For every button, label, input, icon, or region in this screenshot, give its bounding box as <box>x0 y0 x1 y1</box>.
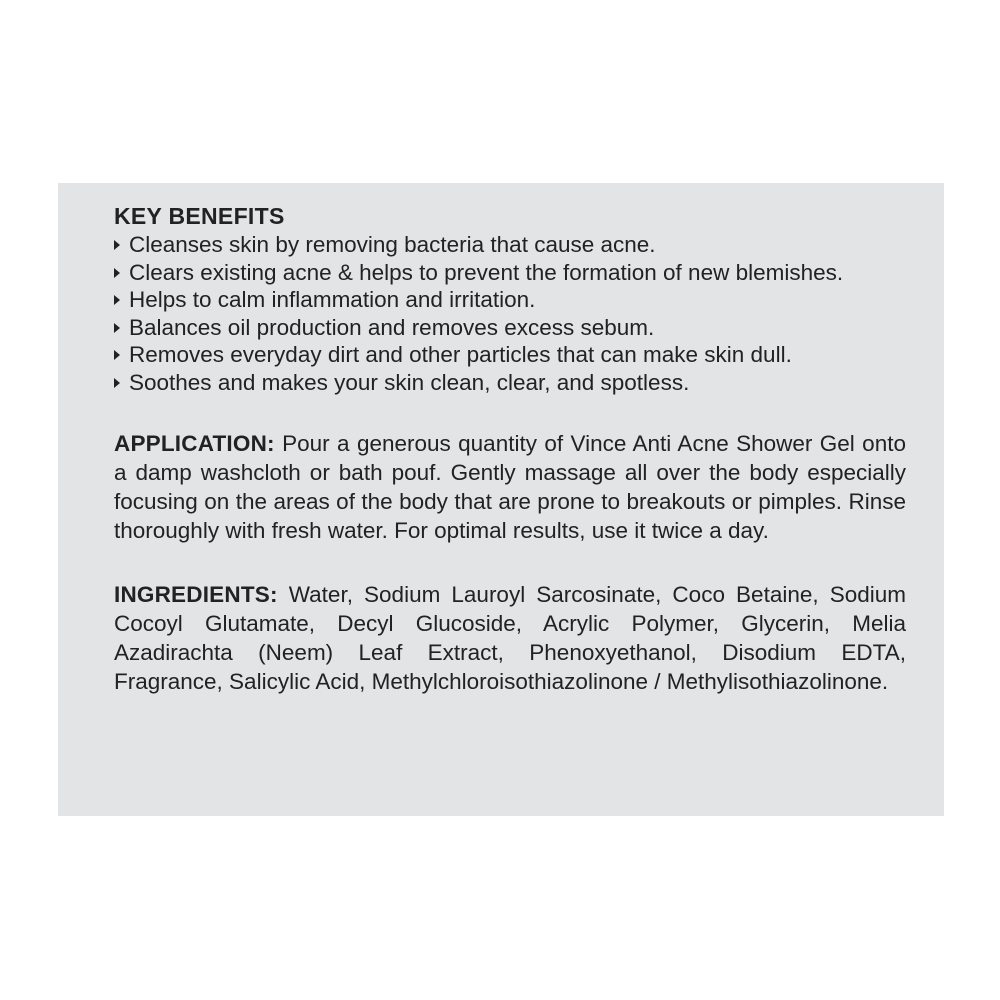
benefit-item <box>114 341 906 369</box>
ingredients-text: Water, Sodium Lauroyl Sarcosinate, Coco Betaine, Sodium Cocoyl Glutamate, Decyl Glucoside, Acrylic Polymer, Glycerin, Melia Azadirachta (Neem) Leaf Extract, Phenoxyethanol, Disodium EDTA, Fragrance, Salicylic Acid, Methylchloroisothiazolinone / Methylisothiazolinone. <box>114 582 906 694</box>
ingredients-label: INGREDIENTS: <box>114 582 278 607</box>
bullet-arrow-icon <box>114 268 120 278</box>
bullet-arrow-icon <box>114 350 120 360</box>
benefit-item <box>114 231 906 259</box>
bullet-arrow-icon <box>114 295 120 305</box>
application-paragraph <box>114 429 906 545</box>
benefit-item <box>114 286 906 314</box>
key-benefits-list <box>114 231 906 396</box>
benefit-item <box>114 369 906 397</box>
benefit-text: Balances oil production and removes excess sebum. <box>129 314 655 340</box>
benefit-text: Cleanses skin by removing bacteria that cause acne. <box>129 232 656 257</box>
benefit-item <box>114 314 906 342</box>
key-benefits-heading: KEY BENEFITS <box>114 203 285 229</box>
benefit-item <box>114 259 906 287</box>
application-label: APPLICATION: <box>114 431 275 456</box>
bullet-arrow-icon <box>114 378 120 388</box>
application-text: Pour a generous quantity of Vince Anti Acne Shower Gel onto a damp washcloth or bath pouf. Gently massage all over the body especially focusing on the areas of the body that are prone to breakouts or pimples. Rinse thoroughly with fresh water. For optimal results, use it twice a day. <box>114 431 906 543</box>
benefit-text: Removes everyday dirt and other particles that can make skin dull. <box>129 342 792 367</box>
ingredients-paragraph <box>114 580 906 696</box>
benefit-text: Soothes and makes your skin clean, clear, and spotless. <box>129 369 690 395</box>
product-label-panel <box>58 183 944 816</box>
bullet-arrow-icon <box>114 323 120 333</box>
benefit-text: Clears existing acne & helps to prevent the formation of new blemishes. <box>129 259 844 285</box>
benefit-text: Helps to calm inflammation and irritation. <box>129 287 536 312</box>
bullet-arrow-icon <box>114 240 120 250</box>
